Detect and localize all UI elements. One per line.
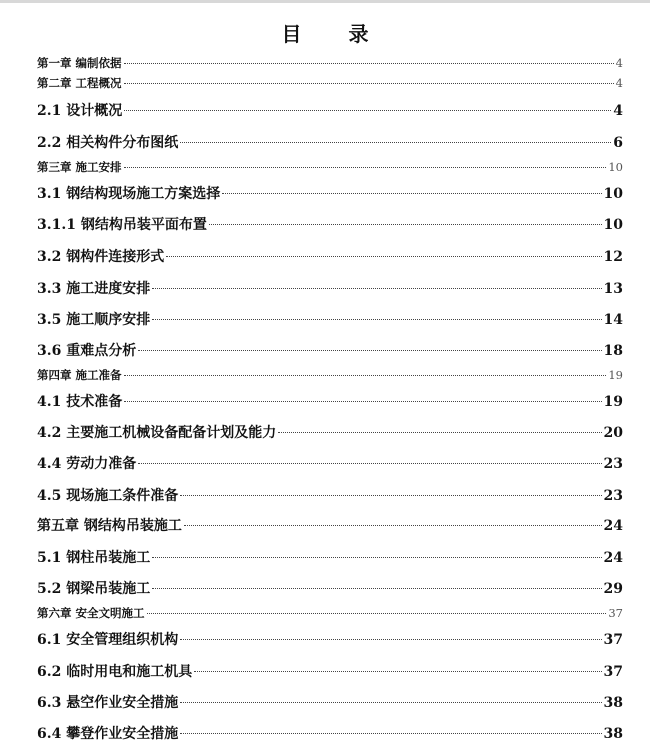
toc-entry[interactable] <box>37 214 623 234</box>
toc-leader <box>184 525 602 526</box>
toc-entry-label: 4.4 劳动力准备 <box>37 456 137 472</box>
toc-entry-page: 23 <box>603 456 623 472</box>
toc-leader <box>152 288 601 289</box>
toc-entry[interactable] <box>37 453 623 473</box>
toc-entry[interactable] <box>37 422 623 442</box>
toc-entry-label: 5.2 钢梁吊装施工 <box>37 581 151 597</box>
toc-entry-page: 38 <box>603 695 623 711</box>
toc-leader <box>138 463 601 464</box>
toc-leader <box>180 702 601 703</box>
toc-leader <box>124 83 614 84</box>
toc-entry-page: 37 <box>608 606 623 620</box>
toc-entry[interactable] <box>37 578 623 598</box>
toc-entry-label: 6.4 攀登作业安全措施 <box>37 726 179 742</box>
toc-entry-page: 18 <box>603 343 623 359</box>
toc-entry-label: 4.2 主要施工机械设备配备计划及能力 <box>37 425 277 441</box>
toc-entry-label: 3.2 钢构件连接形式 <box>37 249 165 265</box>
toc-leader <box>194 671 601 672</box>
toc-entry-label: 3.6 重难点分析 <box>37 343 137 359</box>
toc-entry-label: 6.2 临时用电和施工机具 <box>37 664 193 680</box>
toc-entry[interactable] <box>37 605 623 621</box>
toc-entry-page: 10 <box>603 217 623 233</box>
toc-entry-label: 2.2 相关构件分布图纸 <box>37 135 179 151</box>
toc-entry-page: 23 <box>603 488 623 504</box>
toc-entry[interactable] <box>37 367 623 383</box>
toc-leader <box>180 639 601 640</box>
toc-leader <box>147 613 607 614</box>
toc-entry-page: 13 <box>603 281 623 297</box>
toc-entry[interactable] <box>37 246 623 266</box>
toc-entry-label: 2.1 设计概况 <box>37 103 123 119</box>
toc-leader <box>166 256 601 257</box>
toc-entry[interactable] <box>37 183 623 203</box>
toc-entry-label: 第一章 编制依据 <box>37 56 122 70</box>
toc-leader <box>278 432 601 433</box>
toc-leader <box>124 110 611 111</box>
page-title: 目 录 <box>281 22 389 46</box>
toc-entry[interactable] <box>37 391 623 411</box>
toc-entry[interactable] <box>37 723 623 743</box>
toc-entry-page: 29 <box>603 581 623 597</box>
page-top-edge <box>0 0 650 3</box>
toc-entry-label: 第四章 施工准备 <box>37 368 122 382</box>
toc-entry-page: 4 <box>615 56 623 70</box>
toc-entry-label: 6.1 安全管理组织机构 <box>37 632 179 648</box>
toc-entry-label: 3.1.1 钢结构吊装平面布置 <box>37 217 207 233</box>
toc-entry[interactable] <box>37 159 623 175</box>
toc-entry[interactable] <box>37 75 623 91</box>
toc-entry[interactable] <box>37 55 623 71</box>
toc-entry-page: 14 <box>603 312 623 328</box>
toc-entry-page: 4 <box>615 76 623 90</box>
toc-entry-page: 10 <box>608 160 623 174</box>
toc-entry-label: 第三章 施工安排 <box>37 160 122 174</box>
toc-entry-page: 19 <box>608 368 623 382</box>
toc-entry[interactable] <box>37 309 623 329</box>
toc-entry-page: 12 <box>603 249 623 265</box>
toc-entry-page: 24 <box>603 518 623 534</box>
toc-leader <box>152 557 601 558</box>
toc-entry-label: 第六章 安全文明施工 <box>37 606 145 620</box>
toc-leader <box>138 350 601 351</box>
toc-entry[interactable] <box>37 661 623 681</box>
toc-entry[interactable] <box>37 547 623 567</box>
toc-entry-page: 4 <box>613 103 623 119</box>
toc-entry[interactable] <box>37 132 623 152</box>
toc-leader <box>180 733 601 734</box>
toc-entry-label: 第五章 钢结构吊装施工 <box>37 518 182 534</box>
toc-entry-label: 3.1 钢结构现场施工方案选择 <box>37 186 221 202</box>
toc-entry-label: 4.1 技术准备 <box>37 394 123 410</box>
toc-leader <box>209 224 602 225</box>
toc-entry-page: 19 <box>603 394 623 410</box>
toc-leader <box>152 319 601 320</box>
toc-entry-label: 3.3 施工进度安排 <box>37 281 151 297</box>
toc-entry-label: 4.5 现场施工条件准备 <box>37 488 179 504</box>
toc-leader <box>124 63 614 64</box>
toc-entry[interactable] <box>37 100 623 120</box>
toc-entry-page: 37 <box>603 664 623 680</box>
toc-entry-page: 38 <box>603 726 623 742</box>
toc-leader <box>152 588 601 589</box>
toc-entry-label: 3.5 施工顺序安排 <box>37 312 151 328</box>
toc-entry-page: 37 <box>603 632 623 648</box>
toc-leader <box>222 193 601 194</box>
toc-entry[interactable] <box>37 485 623 505</box>
toc-entry-label: 第二章 工程概况 <box>37 76 122 90</box>
toc-entry-label: 5.1 钢柱吊装施工 <box>37 550 151 566</box>
toc-leader <box>180 142 611 143</box>
toc-entry-page: 24 <box>603 550 623 566</box>
toc-leader <box>124 401 601 402</box>
toc-entry[interactable] <box>37 340 623 360</box>
toc-entry[interactable] <box>37 278 623 298</box>
toc-entry[interactable] <box>37 692 623 712</box>
toc-leader <box>124 375 607 376</box>
toc-entry-label: 6.3 悬空作业安全措施 <box>37 695 179 711</box>
toc-entry-page: 10 <box>603 186 623 202</box>
toc-entry[interactable] <box>37 629 623 649</box>
toc-entry-page: 20 <box>603 425 623 441</box>
toc-entry-page: 6 <box>613 135 623 151</box>
toc-entry[interactable] <box>37 515 623 535</box>
toc-leader <box>180 495 601 496</box>
toc-leader <box>124 167 607 168</box>
